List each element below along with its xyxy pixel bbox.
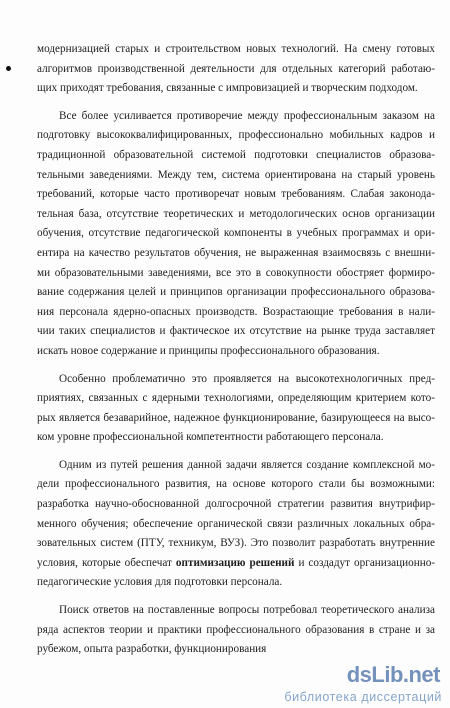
text-line: требований, которые часто противоречат новым требованиям. Слабая законода-	[37, 188, 435, 201]
text-line: тельная база, отсутствие теоретических и методологических основ организации	[37, 207, 435, 220]
margin-dot	[6, 66, 11, 71]
text-line: Одним из путей решения данной задачи является создание комплексной мо-	[59, 458, 435, 471]
text-line: ком уровне профессиональной компетентности работающего персонала.	[37, 431, 384, 444]
text-line: Особенно проблематично это проявляется на высокотехнологичных пред-	[59, 372, 435, 385]
body-text	[37, 40, 435, 660]
text-line	[37, 554, 435, 574]
text-line: щих приходят требования, связанные с импровизацией и творческим подходом.	[37, 82, 418, 95]
text-line: вание содержания целей и принципов организации профессионального образова-	[37, 286, 435, 299]
text-line: ряда аспектов теории и практики профессионального образования в стране и за	[37, 623, 435, 636]
text-line: дели профессионального развития, на основе которого стали бы возможными:	[37, 478, 435, 491]
text-line: разработка научно-обоснованной долгосрочной стратегии развития внутрифир-	[37, 498, 435, 511]
text-line: тельными заведениями. Между тем, система ориентирована на старый уровень	[37, 168, 435, 181]
text-line: обучения, отсутствие педагогической компоненты в учебных программах и ори-	[37, 227, 435, 240]
text-line: рубежом, опыта разработки, функционирования	[37, 643, 267, 656]
text-line: педагогические условия для подготовки персонала.	[37, 576, 283, 589]
text-line: традиционной образовательной системой подготовки специалистов образова-	[37, 148, 435, 161]
text-run: и создадут организационно-	[294, 556, 436, 569]
text-line: алгоритмов производственной деятельности для отдельных категорий работаю-	[37, 62, 435, 75]
text-line: менного обучения; обеспечение органической связи различных локальных обра-	[37, 517, 435, 530]
text-line: ми образовательными заведениями, все это в совокупности обостряет формиро-	[37, 266, 435, 279]
text-line: ентира на качество результатов обучения, не выраженная взаимосвязь с внешни-	[37, 246, 435, 259]
text-line: подготовку высококвалифицированных, профессионально мобильных кадров и	[37, 129, 435, 142]
text-line: Все более усиливается противоречие между профессиональным заказом на	[59, 109, 435, 122]
text-line: ния персонала ядерно-опасных производств. Возрастающие требования в нали-	[37, 305, 435, 318]
text-line: модернизацией старых и строительством новых технологий. На смену готовых	[37, 43, 435, 55]
text-run: условия, которые обеспечат	[37, 556, 176, 569]
bold-phrase: оптимизацию решений	[175, 556, 295, 569]
text-line: чии таких специалистов и фактическое их отсутствие на рынке труда заставляет	[37, 325, 435, 338]
watermark-caption: библиотека диссертаций	[284, 690, 442, 704]
watermark	[276, 662, 446, 706]
text-line: искать новое содержание и принципы профессионального образования.	[37, 344, 380, 357]
text-line: приятиях, связанных с ядерными технологиями, определяющим критерием кото-	[37, 392, 435, 405]
text-line: зовательных систем (ПТУ, техникум, ВУЗ). Это позволит разработать внутренние	[37, 537, 435, 550]
text-line: Поиск ответов на поставленные вопросы потребовал теоретического анализа	[59, 604, 435, 617]
watermark-logo: dsLib.net	[346, 662, 440, 687]
text-line: рых является безаварийное, надежное функционирование, базирующееся на высо-	[37, 411, 435, 424]
